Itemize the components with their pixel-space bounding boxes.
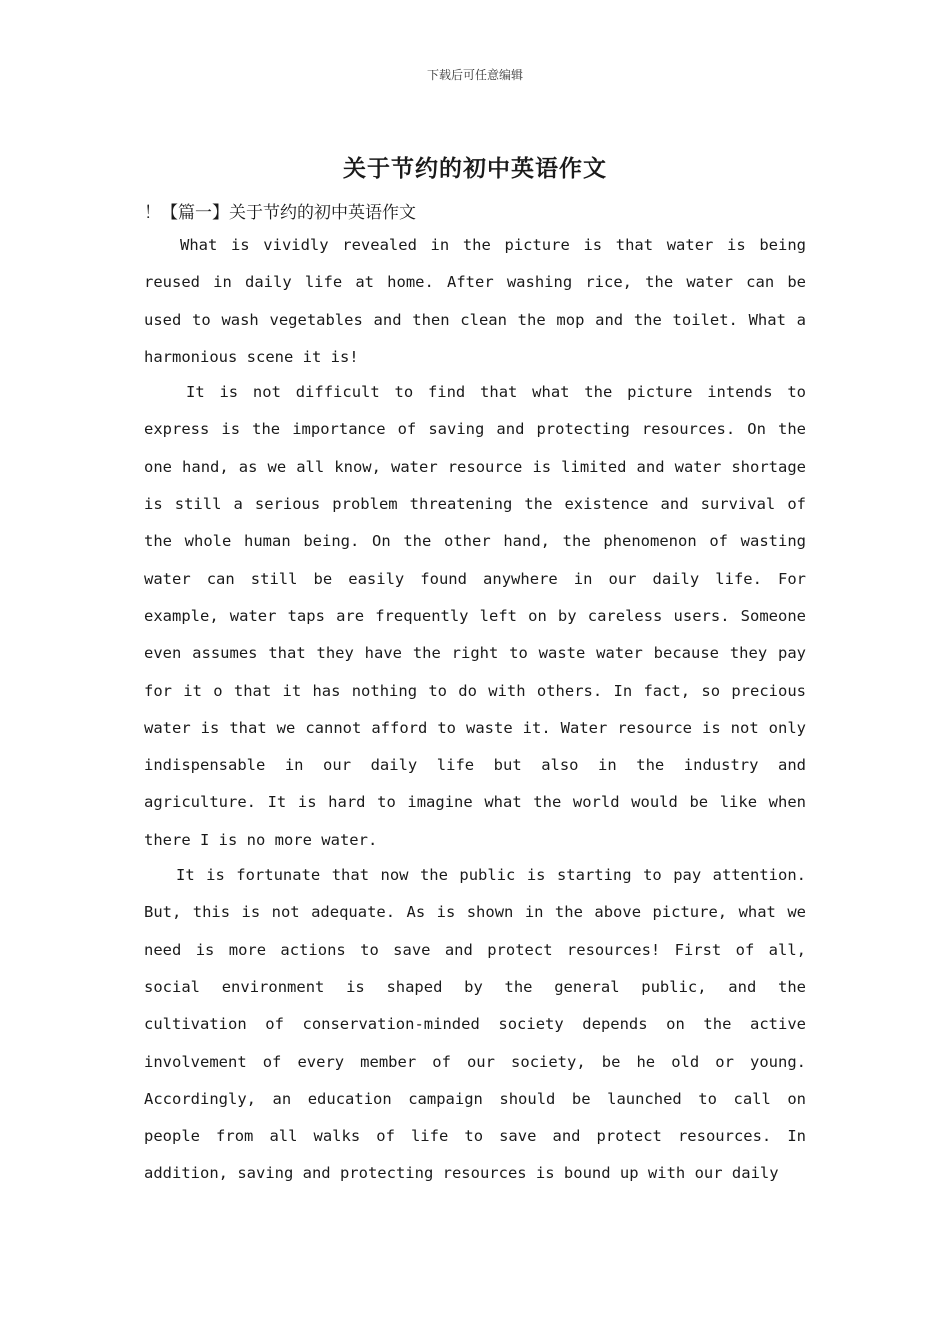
paragraph-2: It is not difficult to find that what the picture intends to express is the importance of saving and protecting resources. On the one hand, as we all know, water resource is limited and water shortage is still a serious problem threatening the existence and survival of the whole human being. On the other hand, the phenomenon of wasting water can still be easily found anywhere in our daily life. For example, water taps are frequently left on by careless users. Someone even assumes that they have the right to waste water because they pay for it o that it has nothing to do with others. In fact, so precious water is that we cannot afford to waste it. Water resource is not only indispensable in our daily life but also in the industry and agriculture. It is hard to imagine what the world would be like when there I is no more water. (144, 383, 806, 849)
paragraph-1: What is vividly revealed in the picture is that water is being reused in daily life at home. After washing rice, the water can be used to wash vegetables and then clean the mop and the toilet. What a harmonious scene it is! (144, 236, 806, 366)
paragraph-3: It is fortunate that now the public is starting to pay attention. But, this is not adequate. As is shown in the above picture, what we need is more actions to save and protect resources! First of all, social environment is shaped by the general public, and the cultivation of conservation-minded society depends on the active involvement of every member of our society, be he old or young. Accordingly, an education campaign should be launched to call on people from all walks of life to save and protect resources. In addition, saving and protecting resources is bound up with our daily (144, 866, 806, 1183)
section-heading: ！【篇一】关于节约的初中英语作文 (144, 203, 416, 223)
essay-body (144, 227, 806, 1193)
document-title: 关于节约的初中英语作文 (343, 155, 607, 182)
page-header-note: 下载后可任意编辑 (426, 68, 523, 82)
